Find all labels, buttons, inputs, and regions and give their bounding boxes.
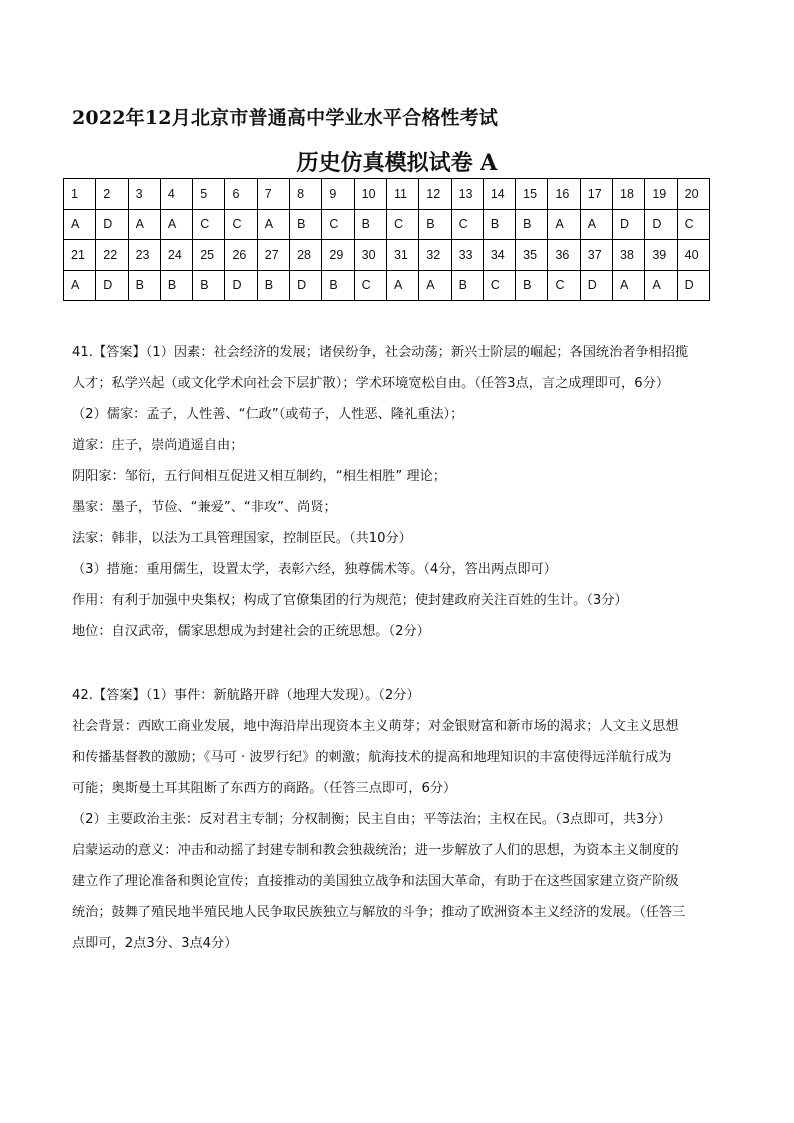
question-number-cell: 12 <box>419 179 451 210</box>
answer-letter-cell: D <box>96 270 128 301</box>
question-number-cell: 14 <box>483 179 515 210</box>
question-number-cell: 10 <box>354 179 386 210</box>
answer-letter-cell: D <box>225 270 257 301</box>
answer-letter-cell: A <box>160 209 192 240</box>
question-number-cell: 39 <box>645 240 677 271</box>
question-number-cell: 16 <box>548 179 580 210</box>
answer-letter-cell: D <box>645 209 677 240</box>
answer-line: 法家：韩非，以法为工具管理国家，控制臣民。（共10分） <box>72 531 412 546</box>
answer-41 <box>72 337 728 647</box>
answer-letter-cell: A <box>64 209 96 240</box>
question-number-cell: 27 <box>257 240 289 271</box>
answer-line: 可能；奥斯曼土耳其阻断了东西方的商路。（任答三点即可，6分） <box>72 781 457 796</box>
question-number-cell: 1 <box>64 179 96 210</box>
question-number-cell: 9 <box>322 179 354 210</box>
question-number-cell: 32 <box>419 240 451 271</box>
question-number-cell: 21 <box>64 240 96 271</box>
question-number-cell: 36 <box>548 240 580 271</box>
answer-letter-cell: B <box>451 270 483 301</box>
question-number-cell: 34 <box>483 240 515 271</box>
question-number-cell: 8 <box>290 179 322 210</box>
question-number-cell: 30 <box>354 240 386 271</box>
answer-letter-cell: C <box>354 270 386 301</box>
question-number-cell: 37 <box>580 240 612 271</box>
answer-letter-cell: D <box>96 209 128 240</box>
answer-line: 建立作了理论准备和舆论宣传；直接推动的美国独立战争和法国大革命，有助于在这些国家建立资产阶级 <box>72 874 679 889</box>
question-number-cell: 35 <box>516 240 548 271</box>
answer-line: 和传播基督教的激励；《马可 · 波罗行纪》的刺激；航海技术的提高和地理知识的丰富使得远洋航行成为 <box>72 750 672 765</box>
answer-letter-cell: B <box>257 270 289 301</box>
question-number-cell: 13 <box>451 179 483 210</box>
exam-title: 2022年12月北京市普通高中学业水平合格性考试 <box>72 107 499 129</box>
answer-line: 42.【答案】（1）事件：新航路开辟（地理大发现）。（2分） <box>72 688 420 703</box>
question-number-cell: 2 <box>96 179 128 210</box>
answer-letter-cell: B <box>516 209 548 240</box>
answer-letter-cell: B <box>160 270 192 301</box>
question-number-cell: 26 <box>225 240 257 271</box>
answer-letter-cell: C <box>451 209 483 240</box>
answer-letter-cell: D <box>290 270 322 301</box>
answer-line: （3）措施：重用儒生，设置太学，表彰六经，独尊儒术等。（4分，答出两点即可） <box>72 562 557 577</box>
answer-letter-cell: A <box>419 270 451 301</box>
answer-letter-cell: C <box>483 270 515 301</box>
answer-line: （2）儒家：孟子，人性善、“仁政”（或荀子，人性恶、隆礼重法）； <box>72 407 464 422</box>
answer-line: 道家：庄子，崇尚逍遥自由； <box>72 438 244 453</box>
question-number-cell: 20 <box>677 179 709 210</box>
answer-letter-cell: A <box>580 209 612 240</box>
answer-letter-cell: B <box>516 270 548 301</box>
answer-letter-cell: C <box>225 209 257 240</box>
answer-letter-cell: A <box>613 270 645 301</box>
answer-letter-cell: D <box>580 270 612 301</box>
answer-line: 启蒙运动的意义：冲击和动摇了封建专制和教会独裁统治；进一步解放了人们的思想，为资本主义制度的 <box>72 843 679 858</box>
answer-line: （2）主要政治主张：反对君主专制；分权制衡；民主自由；平等法治；主权在民。（3点即可，共3分） <box>72 812 671 827</box>
answer-line: 墨家：墨子，节俭、“兼爱”、“非攻”、尚贤； <box>72 500 337 515</box>
answer-letter-cell: B <box>483 209 515 240</box>
answer-letter-cell: B <box>290 209 322 240</box>
question-number-cell: 3 <box>128 179 160 210</box>
answer-letter-cell: C <box>677 209 709 240</box>
question-number-cell: 25 <box>193 240 225 271</box>
answer-letter-cell: B <box>322 270 354 301</box>
question-number-cell: 24 <box>160 240 192 271</box>
answer-letter-cell: B <box>354 209 386 240</box>
answer-letter-cell: D <box>613 209 645 240</box>
answer-table-row <box>64 209 710 240</box>
question-number-cell: 22 <box>96 240 128 271</box>
question-number-cell: 23 <box>128 240 160 271</box>
answer-letter-cell: A <box>548 209 580 240</box>
answer-line: 人才；私学兴起（或文化学术向社会下层扩散）；学术环境宽松自由。（任答3点，言之成理即可，6分） <box>72 376 670 391</box>
answer-letter-cell: A <box>386 270 418 301</box>
answer-line: 阴阳家：邹衍，五行间相互促进又相互制约，“相生相胜” 理论； <box>72 469 446 484</box>
question-number-cell: 7 <box>257 179 289 210</box>
question-number-cell: 4 <box>160 179 192 210</box>
question-number-cell: 15 <box>516 179 548 210</box>
answer-letter-cell: B <box>419 209 451 240</box>
answer-letter-cell: A <box>64 270 96 301</box>
answer-letter-cell: C <box>548 270 580 301</box>
paper-title: 历史仿真模拟试卷 A <box>296 150 498 176</box>
answer-line: 作用：有利于加强中央集权；构成了官僚集团的行为规范；使封建政府关注百姓的生计。（3分） <box>72 593 628 608</box>
question-number-cell: 17 <box>580 179 612 210</box>
question-number-cell: 40 <box>677 240 709 271</box>
question-number-cell: 11 <box>386 179 418 210</box>
question-number-cell: 5 <box>193 179 225 210</box>
answer-table-row <box>64 240 710 271</box>
answer-table-row <box>64 179 710 210</box>
answer-table <box>63 178 710 301</box>
answer-letter-cell: D <box>677 270 709 301</box>
question-number-cell: 28 <box>290 240 322 271</box>
question-number-cell: 38 <box>613 240 645 271</box>
answer-letter-cell: B <box>128 270 160 301</box>
answer-line: 地位：自汉武帝，儒家思想成为封建社会的正统思想。（2分） <box>72 624 430 639</box>
question-number-cell: 6 <box>225 179 257 210</box>
answer-letter-cell: C <box>193 209 225 240</box>
question-number-cell: 29 <box>322 240 354 271</box>
question-number-cell: 19 <box>645 179 677 210</box>
answer-letter-cell: C <box>322 209 354 240</box>
answer-letter-cell: A <box>645 270 677 301</box>
question-number-cell: 18 <box>613 179 645 210</box>
answer-line: 41.【答案】（1）因素：社会经济的发展；诸侯纷争，社会动荡；新兴士阶层的崛起；各国统治者争相招揽 <box>72 345 689 360</box>
answer-line: 点即可，2点3分、3点4分） <box>72 936 238 951</box>
answer-letter-cell: B <box>193 270 225 301</box>
answer-42 <box>72 680 728 959</box>
answer-letter-cell: C <box>386 209 418 240</box>
question-number-cell: 31 <box>386 240 418 271</box>
answer-letter-cell: A <box>128 209 160 240</box>
answer-table-row <box>64 270 710 301</box>
answer-letter-cell: A <box>257 209 289 240</box>
answer-line: 社会背景：西欧工商业发展，地中海沿岸出现资本主义萌芽；对金银财富和新市场的渴求；人文主义思想 <box>72 719 679 734</box>
question-number-cell: 33 <box>451 240 483 271</box>
answer-line: 统治；鼓舞了殖民地半殖民地人民争取民族独立与解放的斗争；推动了欧洲资本主义经济的发展。（任答三 <box>72 905 686 920</box>
